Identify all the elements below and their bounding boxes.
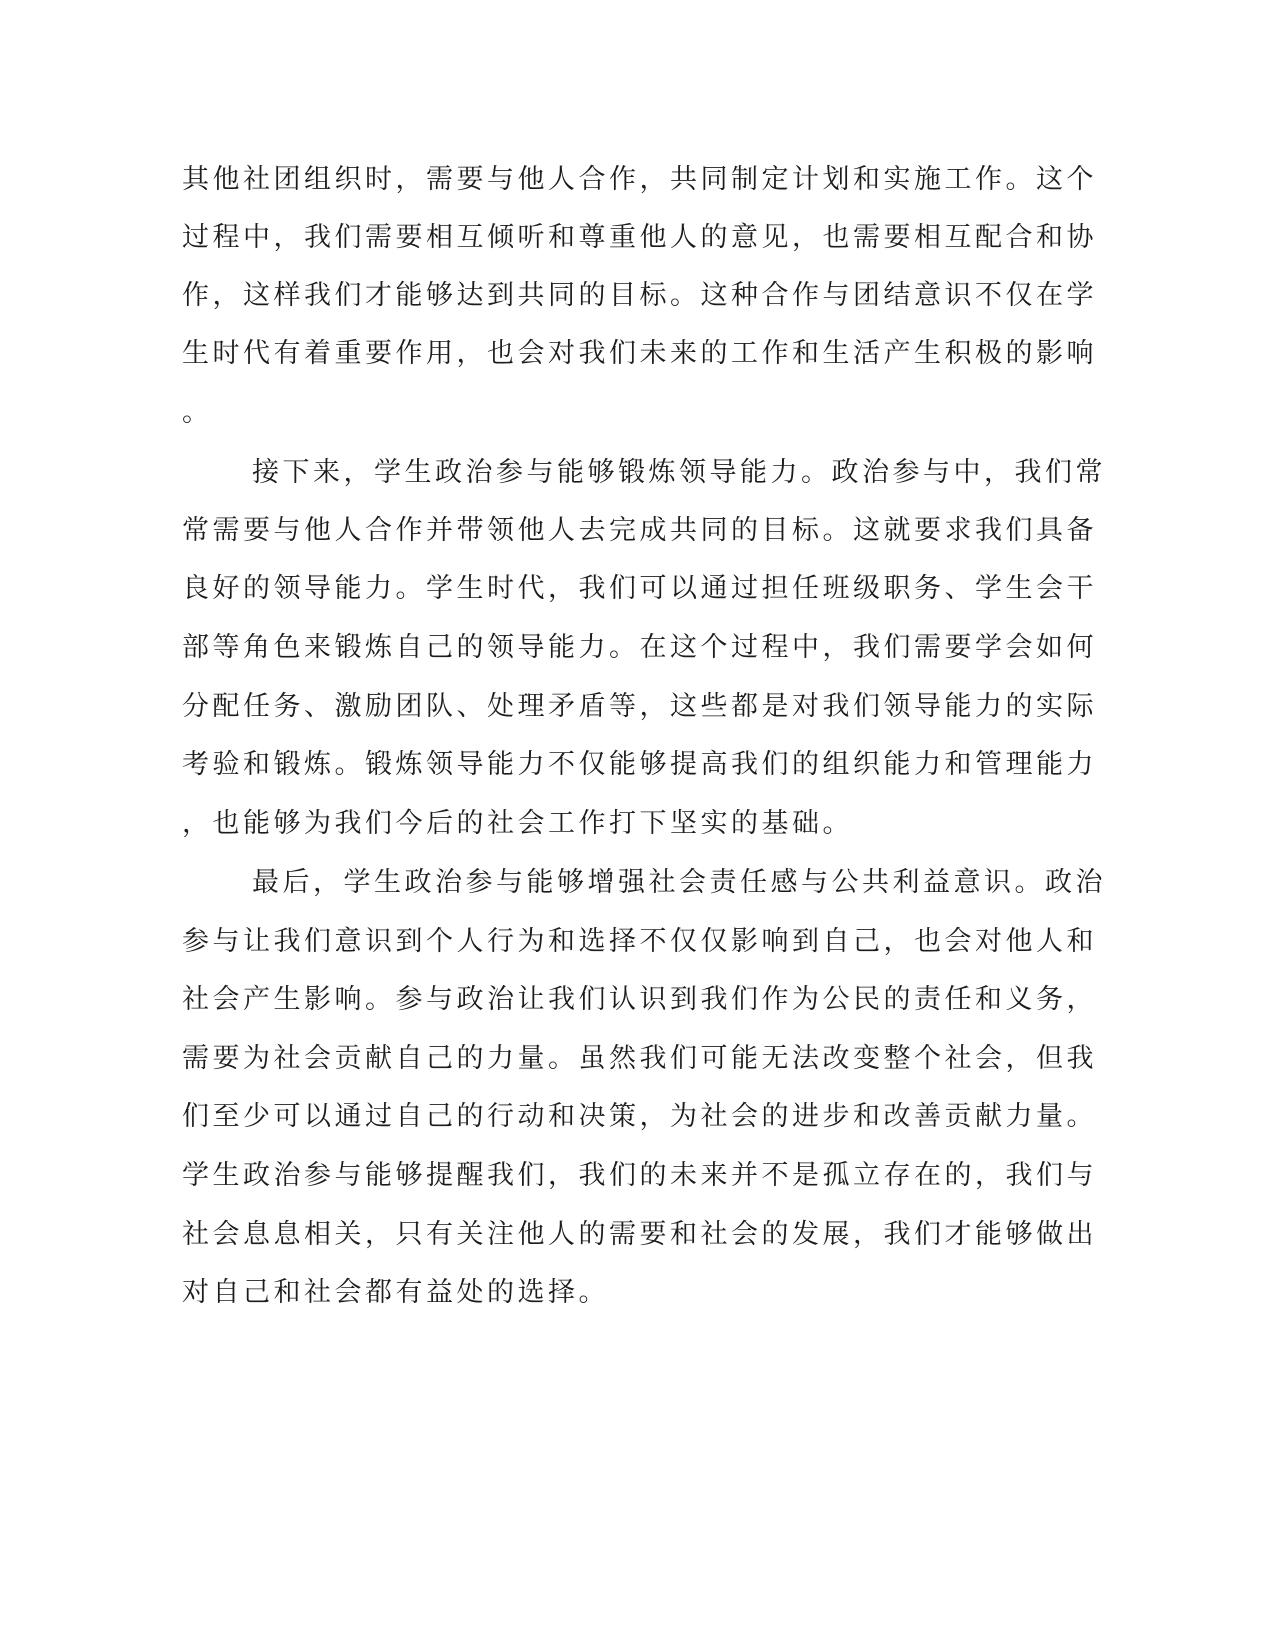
paragraph-2-line-6: 考验和锻炼。锻炼领导能力不仅能够提高我们的组织能力和管理能力 [182,749,1097,780]
paragraph-3-line-3: 社会产生影响。参与政治让我们认识到我们作为公民的责任和义务， [182,984,1097,1015]
paragraph-1-line-1: 其他社团组织时，需要与他人合作，共同制定计划和实施工作。这个 [182,164,1097,195]
paragraph-3-line-7: 社会息息相关，只有关注他人的需要和社会的发展，我们才能够做出 [182,1219,1097,1250]
paragraph-1-line-3: 作，这样我们才能够达到共同的目标。这种合作与团结意识不仅在学 [182,280,1097,311]
paragraph-2-line-3: 良好的领导能力。学生时代，我们可以通过担任班级职务、学生会干 [182,573,1097,604]
paragraph-2-line-2: 常需要与他人合作并带领他人去完成共同的目标。这就要求我们具备 [182,515,1097,546]
paragraph-3-line-5: 们至少可以通过自己的行动和决策，为社会的进步和改善贡献力量。 [182,1101,1097,1132]
paragraph-3-line-4: 需要为社会贡献自己的力量。虽然我们可能无法改变整个社会，但我 [182,1043,1097,1074]
paragraph-2-line-4: 部等角色来锻炼自己的领导能力。在这个过程中，我们需要学会如何 [182,632,1097,663]
paragraph-1-line-5: 。 [182,397,213,428]
paragraph-3-line-2: 参与让我们意识到个人行为和选择不仅仅影响到自己，也会对他人和 [182,926,1097,957]
paragraph-2-line-1: 接下来，学生政治参与能够锻炼领导能力。政治参与中，我们常 [252,457,1106,488]
paragraph-2-line-5: 分配任务、激励团队、处理矛盾等，这些都是对我们领导能力的实际 [182,691,1097,722]
paragraph-2-line-7: ，也能够为我们今后的社会工作打下坚实的基础。 [182,808,853,839]
paragraph-1-line-4: 生时代有着重要作用，也会对我们未来的工作和生活产生积极的影响 [182,338,1097,369]
paragraph-3-line-6: 学生政治参与能够提醒我们，我们的未来并不是孤立存在的，我们与 [182,1160,1097,1191]
paragraph-1-line-2: 过程中，我们需要相互倾听和尊重他人的意见，也需要相互配合和协 [182,222,1097,253]
paragraph-3-line-1: 最后，学生政治参与能够增强社会责任感与公共利益意识。政治 [252,867,1106,898]
paragraph-3-line-8: 对自己和社会都有益处的选择。 [182,1277,609,1308]
